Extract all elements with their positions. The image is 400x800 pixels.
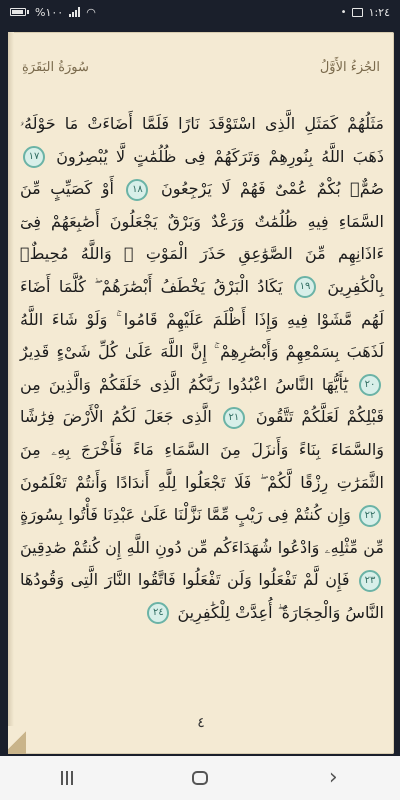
- home-icon: [192, 771, 208, 785]
- verse-text: مَثَلُهُمْ كَمَثَلِ الَّذِى اسْتَوْقَدَ نَارًا فَلَمَّا أَضَاءَتْ مَا حَوْلَهُۥ ذَهَبَ اللَّهُ بِنُورِهِمْ وَتَرَكَهُمْ فِى ظُلُمَٰتٍ لَّا يُبْصِرُونَ: [20, 114, 384, 166]
- battery-percent: %١٠٠: [35, 5, 64, 19]
- surah-name: سُورَةُ البَقَرَةِ: [22, 60, 89, 75]
- page-number: ٤: [197, 715, 205, 731]
- battery-nub: [27, 10, 29, 14]
- recent-apps-icon: [61, 771, 73, 785]
- signal-icon: [69, 7, 80, 17]
- recent-apps-button[interactable]: [37, 756, 97, 800]
- wifi-icon: ◠: [86, 5, 96, 19]
- verse-text: يَٰٓأَيُّهَا النَّاسُ اعْبُدُوا رَبَّكُمُ الَّذِى خَلَقَكُمْ وَالَّذِينَ مِن قَبْلِكُمْ لَعَلَّكُمْ تَتَّقُونَ: [20, 374, 384, 427]
- ayah-number-marker: ٢٤: [147, 602, 169, 624]
- verse-text: فَإِن لَّمْ تَفْعَلُوا وَلَن تَفْعَلُوا فَاتَّقُوا النَّارَ الَّتِى وَقُودُهَا النَّاسُ وَالْحِجَارَةُ ۖ أُعِدَّتْ لِلْكَٰفِرِينَ: [20, 570, 384, 622]
- clock: ١:٢٤: [368, 5, 390, 19]
- ayah-number-marker: ٢٠: [359, 374, 381, 396]
- verse[interactable]: [123, 179, 384, 198]
- juz-name: الجُزءُ الأَوَّلُ: [319, 60, 380, 75]
- home-button[interactable]: [170, 756, 230, 800]
- ayah-number-marker: ٢٢: [359, 505, 381, 527]
- ayah-number-marker: ٢٣: [359, 570, 381, 592]
- back-chevron-icon: ›: [328, 765, 338, 790]
- navigation-bar: [0, 756, 400, 800]
- verses-block: [20, 108, 384, 630]
- page-corner-fold: [8, 726, 26, 754]
- status-right: [341, 6, 390, 19]
- ayah-number-marker: ٢١: [223, 407, 245, 429]
- image-icon: [352, 8, 363, 17]
- verse-text: يَكَادُ الْبَرْقُ يَخْطَفُ أَبْصَٰرَهُمْ ۖ كُلَّمَا أَضَاءَ لَهُم مَّشَوْا فِيهِ وَإِذَا أَظْلَمَ عَلَيْهِمْ قَامُوا ۚ وَلَوْ شَاءَ اللَّهُ لَذَهَبَ بِسَمْعِهِمْ وَأَبْصَٰرِهِمْ ۚ إِنَّ اللَّهَ عَلَىٰ كُلِّ شَىْءٍ قَدِيرٌ: [20, 276, 384, 362]
- status-left: [10, 6, 96, 19]
- back-button[interactable]: [303, 756, 363, 800]
- page-header: [22, 60, 380, 75]
- verse[interactable]: [20, 570, 384, 622]
- verse-text: الَّذِى جَعَلَ لَكُمُ الْأَرْضَ فِرَٰشًا وَالسَّمَاءَ بِنَاءً وَأَنزَلَ مِنَ السَّمَاءِ مَاءً فَأَخْرَجَ بِهِۦ مِنَ الثَّمَرَٰتِ رِزْقًا لَّكُمْ ۖ فَلَا تَجْعَلُوا لِلَّهِ أَندَادًا وَأَنتُمْ تَعْلَمُونَ: [20, 407, 384, 492]
- ayah-number-marker: ١٩: [294, 276, 316, 298]
- battery-icon: [10, 8, 26, 16]
- ayah-number-marker: ١٧: [23, 146, 45, 168]
- mushaf-page[interactable]: [8, 32, 394, 754]
- more-icon: •: [340, 6, 346, 18]
- verse[interactable]: [20, 114, 384, 166]
- verse-text: أَوْ كَصَيِّبٍ مِّنَ السَّمَاءِ فِيهِ ظُلُمَٰتٌ وَرَعْدٌ وَبَرْقٌ يَجْعَلُونَ أَصَٰبِعَهُمْ فِىٓ ءَاذَانِهِم مِّنَ الصَّوَٰعِقِ حَذَرَ الْمَوْتِ ۚ وَاللَّهُ مُحِيطٌۢ بِالْكَٰفِرِينَ: [20, 179, 384, 296]
- verse-text: وَإِن كُنتُمْ فِى رَيْبٍ مِّمَّا نَزَّلْنَا عَلَىٰ عَبْدِنَا فَأْتُوا بِسُورَةٍ مِّن مِّثْلِهِۦ وَادْعُوا شُهَدَاءَكُم مِّن دُونِ اللَّهِ إِن كُنتُمْ صَٰدِقِينَ: [20, 505, 384, 557]
- status-bar: [0, 0, 400, 24]
- verse-text: صُمٌّۢ بُكْمٌ عُمْىٌ فَهُمْ لَا يَرْجِعُونَ: [160, 179, 384, 199]
- ayah-number-marker: ١٨: [126, 179, 148, 201]
